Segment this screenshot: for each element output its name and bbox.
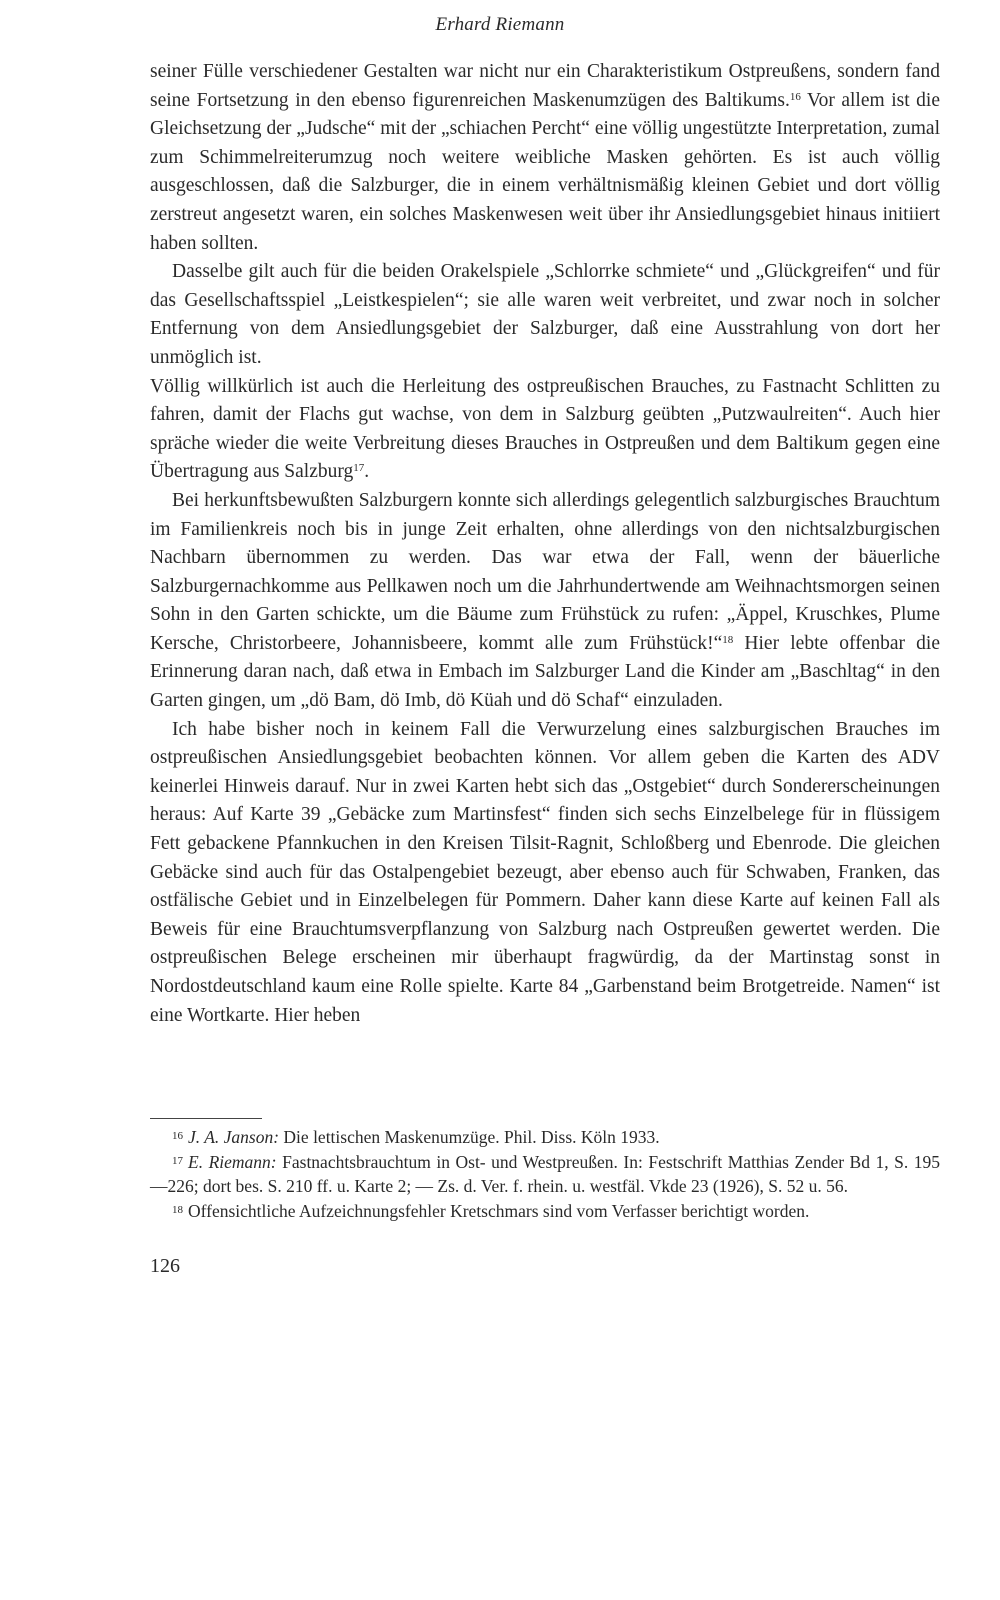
footnote-text: Die lettischen Maskenumzüge. Phil. Diss. Köln 1933. (279, 1127, 660, 1147)
footnote-16 (150, 1124, 940, 1149)
page-number: 126 (150, 1255, 180, 1277)
footnote-ref: 17 (353, 462, 365, 475)
footnote-author: E. Riemann: (188, 1152, 277, 1172)
footnote-ref: 18 (722, 633, 734, 646)
paragraph-text: Vor allem ist die Gleichsetzung der „Judsche“ mit der „schiachen Percht“ eine völlig ungestützte Interpretation, zumal zum Schimmelreiterumzug noch weitere weibliche Masken gehörten. Es ist auch völlig ausgeschlossen, daß die Salzburger, die in einem verhältnismäßig kleinen Gebiet und dort völlig zerstreut angesetzt waren, ein solches Maskenwesen weit über ihr Ansiedlungsgebiet hinaus initiiert haben sollten. (150, 89, 940, 254)
running-head: Erhard Riemann (435, 14, 565, 35)
paragraph-text: Hier lebte offenbar die Erinnerung daran nach, daß etwa in Embach im Salzburger Land die Kinder am „Baschltag“ in den Garten gingen, um „dö Bam, dö Imb, dö Küah und dö Schaf“ einzuladen. (150, 632, 940, 712)
paragraph-2: Dasselbe gilt auch für die beiden Orakelspiele „Schlorrke schmiete“ und „Glückgreifen“ und für das Gesellschaftsspiel „Leistkespielen“; sie alle waren weit verbreitet, und zwar noch in solcher Entfernung von dem Ansiedlungsgebiet der Salzburger, daß eine Ausstrahlung von dort her unmöglich ist. (150, 261, 940, 368)
paragraph-text: Völlig willkürlich ist auch die Herleitung des ostpreußischen Brauches, zu Fastnacht Schlitten zu fahren, damit der Flachs gut wachse, von dem in Salzburg geübten „Putzwaulreiten“. Auch hier spräche wieder die weite Verbreitung dieses Brauches in Ostpreußen und dem Baltikum gegen eine Übertragung aus Salzburg (150, 375, 940, 483)
paragraph-text: Bei herkunftsbewußten Salzburgern konnte sich allerdings gelegentlich salzburgisches Brauchtum im Familienkreis noch bis in junge Zeit erhalten, ohne allerdings von den nichtsalzburgischen Nachbarn übernommen zu werden. Das war etwa der Fall, wenn der bäuerliche Salzburgernachkomme aus Pellkawen noch um die Jahrhundertwende am Weihnachtsmorgen seinen Sohn in den Garten schickte, um die Bäume zum Frühstück zu rufen: „Äppel, Kruschkes, Plume Kersche, Christorbeere, Johannisbeere, kommt alle zum Frühstück!“ (150, 489, 940, 654)
paragraph-1 (150, 58, 940, 258)
paragraph-4 (150, 487, 940, 716)
footnote-number: 17 (172, 1155, 183, 1167)
paragraph-3 (150, 373, 940, 487)
footnote-text: Offensichtliche Aufzeichnungsfehler Kretschmars sind vom Verfasser berichtigt worden. (188, 1201, 810, 1221)
paragraph-text: . (364, 461, 370, 483)
footnote-author: J. A. Janson: (188, 1127, 280, 1147)
footnote-number: 16 (172, 1130, 183, 1142)
paragraph-text: seiner Fülle verschiedener Gestalten war nicht nur ein Charakteristikum Ostpreußens, sondern fand seine Fortsetzung in den ebenso figurenreichen Maskenumzügen des Baltikums. (150, 61, 940, 111)
footnote-18 (150, 1198, 940, 1223)
footnotes (150, 1124, 940, 1223)
footnote-text: Fastnachtsbrauchtum in Ost- und Westpreußen. In: Festschrift Matthias Zender Bd 1, S. 195—226; dort bes. S. 210 ff. u. Karte 2; — Zs. d. Ver. f. rhein. u. westfäl. Vkde 23 (1926), S. 52 u. 56. (150, 1152, 940, 1196)
footnote-17 (150, 1149, 940, 1198)
footnote-number: 18 (172, 1204, 183, 1216)
paragraph-5: Ich habe bisher noch in keinem Fall die Verwurzelung eines salzburgischen Brauches im ostpreußischen Ansiedlungsgebiet beobachten können. Vor allem geben die Karten des ADV keinerlei Hinweis darauf. Nur in zwei Karten hebt sich das „Ostgebiet“ durch Sondererscheinungen heraus: Auf Karte 39 „Gebäcke zum Martinsfest“ finden sich sechs Einzelbelege für in flüssigem Fett gebackene Pfannkuchen in den Kreisen Tilsit-Ragnit, Schloßberg und Ebenrode. Die gleichen Gebäcke sind auch für das Ostalpengebiet bezeugt, aber ebenso auch für Schwaben, Franken, das ostfälische Gebiet und in Einzelbelegen für Pommern. Daher kann diese Karte auf keinen Fall als Beweis für eine Brauchtumsverpflanzung von Salzburg nach Ostpreußen gewertet werden. Die ostpreußischen Belege erscheinen mir überhaupt fragwürdig, da der Martinstag sonst in Nordostdeutschland kaum eine Rolle spielte. Karte 84 „Garbenstand beim Brotgetreide. Namen“ ist eine Wortkarte. Hier heben (150, 718, 940, 1026)
footnote-rule (150, 1118, 262, 1119)
footnote-ref: 16 (789, 90, 801, 103)
body-text (150, 58, 940, 1030)
